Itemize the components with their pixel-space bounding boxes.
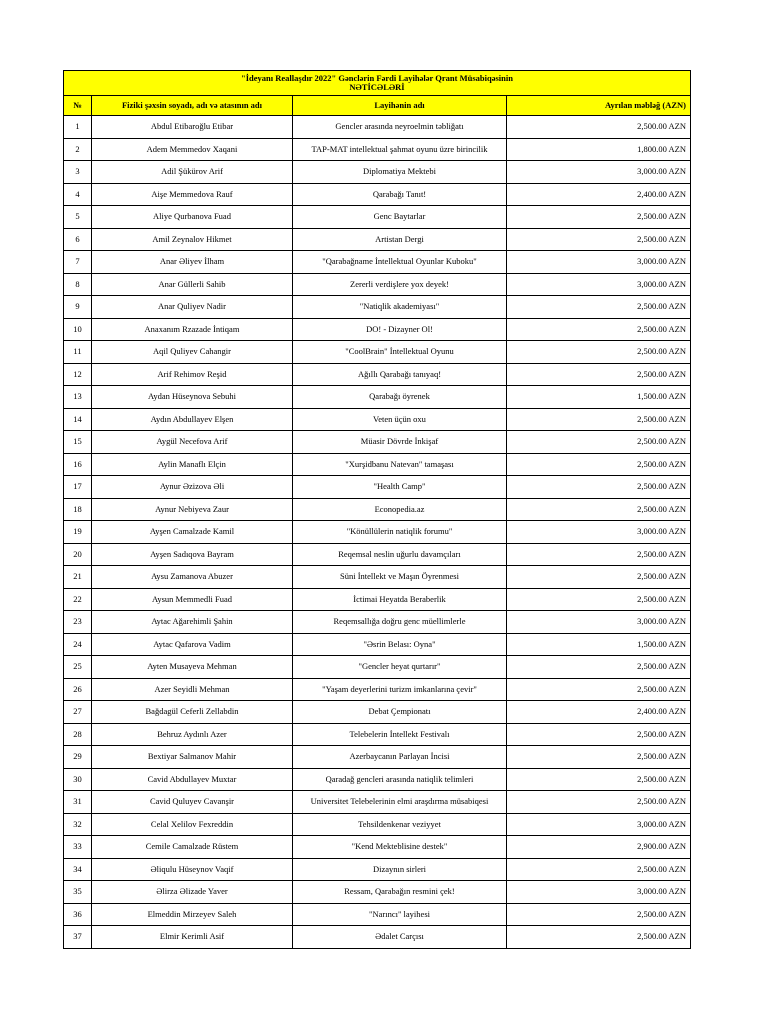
table-row	[64, 746, 691, 769]
cell-project: Ədalet Carçısı	[293, 926, 507, 949]
cell-amount: 3,000.00 AZN	[507, 611, 691, 634]
cell-amount: 2,400.00 AZN	[507, 183, 691, 206]
table-row	[64, 566, 691, 589]
table-row	[64, 723, 691, 746]
table-row	[64, 858, 691, 881]
cell-project: Artistan Dergi	[293, 228, 507, 251]
cell-name: Aysun Memmedli Fuad	[92, 588, 293, 611]
cell-amount: 2,500.00 AZN	[507, 116, 691, 139]
cell-name: Anar Quliyev Nadir	[92, 296, 293, 319]
cell-amount: 2,500.00 AZN	[507, 768, 691, 791]
cell-name: Celal Xelilov Fexreddin	[92, 813, 293, 836]
cell-number: 18	[64, 498, 92, 521]
cell-project: Ağıllı Qarabağı tanıyaq!	[293, 363, 507, 386]
cell-project: Econopedia.az	[293, 498, 507, 521]
table-row	[64, 183, 691, 206]
cell-amount: 2,500.00 AZN	[507, 903, 691, 926]
cell-name: Anar Əliyev İlham	[92, 251, 293, 274]
table-title	[64, 71, 691, 96]
cell-project: Süni İntellekt ve Maşın Öyrenmesi	[293, 566, 507, 589]
cell-number: 14	[64, 408, 92, 431]
cell-name: Elmeddin Mirzeyev Saleh	[92, 903, 293, 926]
cell-amount: 2,500.00 AZN	[507, 363, 691, 386]
cell-name: Abdul Etibaroğlu Etibar	[92, 116, 293, 139]
cell-project: "Natiqlik akademiyası"	[293, 296, 507, 319]
header-amount: Ayrılan məbləğ (AZN)	[507, 96, 691, 116]
cell-project: Universitet Telebelerinin elmi araşdırma müsabiqesi	[293, 791, 507, 814]
cell-name: Əlirza Əlizade Yaver	[92, 881, 293, 904]
cell-number: 31	[64, 791, 92, 814]
cell-amount: 3,000.00 AZN	[507, 521, 691, 544]
cell-name: Əliqulu Hüseynov Vaqif	[92, 858, 293, 881]
cell-project: Diplomatiya Mektebi	[293, 161, 507, 184]
cell-project: Tehsildenkenar veziyyet	[293, 813, 507, 836]
cell-amount: 2,500.00 AZN	[507, 453, 691, 476]
cell-name: Anar Güllerli Sahib	[92, 273, 293, 296]
table-row	[64, 296, 691, 319]
cell-project: Reqemsallığa doğru genc müellimlerle	[293, 611, 507, 634]
cell-number: 36	[64, 903, 92, 926]
table-row	[64, 836, 691, 859]
cell-project: "Health Camp"	[293, 476, 507, 499]
cell-project: "Kend Mekteblisine destek"	[293, 836, 507, 859]
cell-name: Aişe Memmedova Rauf	[92, 183, 293, 206]
table-row	[64, 386, 691, 409]
cell-number: 22	[64, 588, 92, 611]
cell-name: Behruz Aydınlı Azer	[92, 723, 293, 746]
table-row	[64, 476, 691, 499]
table-row	[64, 521, 691, 544]
cell-number: 35	[64, 881, 92, 904]
cell-amount: 2,500.00 AZN	[507, 926, 691, 949]
cell-project: Genc Baytarlar	[293, 206, 507, 229]
table-row	[64, 543, 691, 566]
cell-number: 15	[64, 431, 92, 454]
cell-number: 23	[64, 611, 92, 634]
cell-project: "Xurşidbanu Natevan" tamaşası	[293, 453, 507, 476]
table-row	[64, 813, 691, 836]
cell-number: 29	[64, 746, 92, 769]
cell-number: 10	[64, 318, 92, 341]
cell-number: 21	[64, 566, 92, 589]
cell-amount: 2,400.00 AZN	[507, 701, 691, 724]
cell-name: Aytac Ağarehimli Şahin	[92, 611, 293, 634]
cell-number: 17	[64, 476, 92, 499]
cell-project: Qarabağı öyrenek	[293, 386, 507, 409]
cell-amount: 2,500.00 AZN	[507, 498, 691, 521]
cell-amount: 2,500.00 AZN	[507, 431, 691, 454]
cell-project: "Yaşam deyerlerini turizm imkanlarına çevir"	[293, 678, 507, 701]
cell-name: Ayten Musayeva Mehman	[92, 656, 293, 679]
cell-amount: 2,500.00 AZN	[507, 206, 691, 229]
table-title-line2: NƏTİCƏLƏRİ	[349, 82, 405, 92]
cell-project: İctimai Heyatda Beraberlik	[293, 588, 507, 611]
cell-name: Cavid Quluyev Cavanşir	[92, 791, 293, 814]
table-row	[64, 408, 691, 431]
cell-amount: 2,500.00 AZN	[507, 318, 691, 341]
cell-project: DO! - Dizayner Ol!	[293, 318, 507, 341]
cell-amount: 3,000.00 AZN	[507, 881, 691, 904]
cell-project: Debat Çempionatı	[293, 701, 507, 724]
cell-number: 1	[64, 116, 92, 139]
cell-amount: 1,500.00 AZN	[507, 386, 691, 409]
cell-amount: 2,500.00 AZN	[507, 746, 691, 769]
cell-name: Aysu Zamanova Abuzer	[92, 566, 293, 589]
cell-name: Bextiyar Salmanov Mahir	[92, 746, 293, 769]
table-row	[64, 678, 691, 701]
table-row	[64, 251, 691, 274]
table-row	[64, 926, 691, 949]
table-row	[64, 881, 691, 904]
cell-project: Zererli verdişlere yox deyek!	[293, 273, 507, 296]
cell-name: Ayşen Camalzade Kamil	[92, 521, 293, 544]
header-name: Fiziki şəxsin soyadı, adı və atasının adı	[92, 96, 293, 116]
table-row	[64, 228, 691, 251]
cell-number: 20	[64, 543, 92, 566]
cell-number: 9	[64, 296, 92, 319]
cell-number: 30	[64, 768, 92, 791]
cell-name: Aylin Manaflı Elçin	[92, 453, 293, 476]
cell-name: Aytac Qafarova Vadim	[92, 633, 293, 656]
table-row	[64, 656, 691, 679]
cell-number: 8	[64, 273, 92, 296]
cell-amount: 2,500.00 AZN	[507, 228, 691, 251]
table-title-line1: "İdeyanı Reallaşdır 2022" Gənclərin Fərdi Layihələr Qrant Müsabiqəsinin	[241, 73, 513, 84]
cell-amount: 2,500.00 AZN	[507, 656, 691, 679]
cell-number: 37	[64, 926, 92, 949]
table-row	[64, 161, 691, 184]
cell-project: "CoolBrain" İntellektual Oyunu	[293, 341, 507, 364]
cell-amount: 2,500.00 AZN	[507, 408, 691, 431]
cell-number: 27	[64, 701, 92, 724]
header-project: Layihənin adı	[293, 96, 507, 116]
cell-project: Müasir Dövrde İnkişaf	[293, 431, 507, 454]
cell-name: Azer Seyidli Mehman	[92, 678, 293, 701]
table-row	[64, 318, 691, 341]
cell-name: Elmir Kerimli Asif	[92, 926, 293, 949]
cell-number: 24	[64, 633, 92, 656]
table-row	[64, 701, 691, 724]
cell-project: Reqemsal neslin uğurlu davamçıları	[293, 543, 507, 566]
cell-project: Gencler arasında neyroelmin təbliğatı	[293, 116, 507, 139]
cell-name: Aynur Əzizova Əli	[92, 476, 293, 499]
cell-name: Adem Memmedov Xaqani	[92, 138, 293, 161]
cell-amount: 2,500.00 AZN	[507, 543, 691, 566]
table-row	[64, 903, 691, 926]
table-row	[64, 363, 691, 386]
cell-amount: 3,000.00 AZN	[507, 251, 691, 274]
cell-amount: 2,500.00 AZN	[507, 566, 691, 589]
cell-amount: 2,500.00 AZN	[507, 296, 691, 319]
table-row	[64, 116, 691, 139]
cell-number: 19	[64, 521, 92, 544]
cell-number: 2	[64, 138, 92, 161]
cell-number: 33	[64, 836, 92, 859]
cell-number: 25	[64, 656, 92, 679]
cell-name: Bağdagül Ceferli Zellabdin	[92, 701, 293, 724]
cell-name: Aydın Abdullayev Elşen	[92, 408, 293, 431]
cell-number: 7	[64, 251, 92, 274]
table-row	[64, 791, 691, 814]
cell-number: 3	[64, 161, 92, 184]
table-header-row	[64, 96, 691, 116]
header-number: №	[64, 96, 92, 116]
cell-name: Anaxanım Rzazade İntiqam	[92, 318, 293, 341]
cell-name: Aygül Necefova Arif	[92, 431, 293, 454]
cell-name: Cavid Abdullayev Muxtar	[92, 768, 293, 791]
cell-number: 34	[64, 858, 92, 881]
table-row	[64, 138, 691, 161]
cell-name: Aliye Qurbanova Fuad	[92, 206, 293, 229]
table-row	[64, 633, 691, 656]
table-body	[64, 116, 691, 949]
table-title-row	[64, 71, 691, 96]
cell-project: "Könüllülerin natiqlik forumu"	[293, 521, 507, 544]
table-row	[64, 768, 691, 791]
cell-amount: 2,500.00 AZN	[507, 678, 691, 701]
table-row	[64, 498, 691, 521]
cell-amount: 1,500.00 AZN	[507, 633, 691, 656]
cell-project: Telebelerin İntellekt Festivalı	[293, 723, 507, 746]
cell-project: Qaradağ gencleri arasında natiqlik telimleri	[293, 768, 507, 791]
cell-name: Ayşen Sadıqova Bayram	[92, 543, 293, 566]
cell-name: Aqil Quliyev Cahangir	[92, 341, 293, 364]
cell-amount: 3,000.00 AZN	[507, 161, 691, 184]
cell-amount: 2,500.00 AZN	[507, 476, 691, 499]
cell-number: 12	[64, 363, 92, 386]
cell-number: 16	[64, 453, 92, 476]
table-row	[64, 341, 691, 364]
cell-number: 4	[64, 183, 92, 206]
table-row	[64, 273, 691, 296]
cell-amount: 2,500.00 AZN	[507, 723, 691, 746]
cell-number: 32	[64, 813, 92, 836]
cell-amount: 2,900.00 AZN	[507, 836, 691, 859]
cell-number: 28	[64, 723, 92, 746]
cell-project: Qarabağı Tanıt!	[293, 183, 507, 206]
cell-project: TAP-MAT intellektual şahmat oyunu üzre birincilik	[293, 138, 507, 161]
cell-name: Aydan Hüseynova Sebuhi	[92, 386, 293, 409]
cell-project: Veten üçün oxu	[293, 408, 507, 431]
cell-amount: 2,500.00 AZN	[507, 791, 691, 814]
cell-project: "Qarabağname İntellektual Oyunlar Kuboku"	[293, 251, 507, 274]
table-row	[64, 453, 691, 476]
cell-number: 5	[64, 206, 92, 229]
table-row	[64, 611, 691, 634]
table-row	[64, 206, 691, 229]
cell-amount: 3,000.00 AZN	[507, 273, 691, 296]
cell-number: 26	[64, 678, 92, 701]
cell-amount: 1,800.00 AZN	[507, 138, 691, 161]
cell-amount: 2,500.00 AZN	[507, 588, 691, 611]
cell-name: Aynur Nebiyeva Zaur	[92, 498, 293, 521]
cell-name: Cemile Camalzade Rüstem	[92, 836, 293, 859]
cell-name: Amil Zeynalov Hikmet	[92, 228, 293, 251]
cell-project: Azerbaycanın Parlayan İncisi	[293, 746, 507, 769]
cell-project: Ressam, Qarabağın resmini çek!	[293, 881, 507, 904]
cell-amount: 2,500.00 AZN	[507, 341, 691, 364]
cell-number: 11	[64, 341, 92, 364]
cell-amount: 2,500.00 AZN	[507, 858, 691, 881]
table-row	[64, 588, 691, 611]
results-table	[63, 70, 691, 949]
cell-project: Dizaynın sirleri	[293, 858, 507, 881]
cell-name: Arif Rehimov Reşid	[92, 363, 293, 386]
cell-amount: 3,000.00 AZN	[507, 813, 691, 836]
cell-number: 13	[64, 386, 92, 409]
cell-project: "Gencler heyat qurtarır"	[293, 656, 507, 679]
cell-project: "Narıncı" layihesi	[293, 903, 507, 926]
cell-name: Adil Şükürov Arif	[92, 161, 293, 184]
cell-number: 6	[64, 228, 92, 251]
cell-project: "Əsrin Belası: Oyna"	[293, 633, 507, 656]
table-row	[64, 431, 691, 454]
